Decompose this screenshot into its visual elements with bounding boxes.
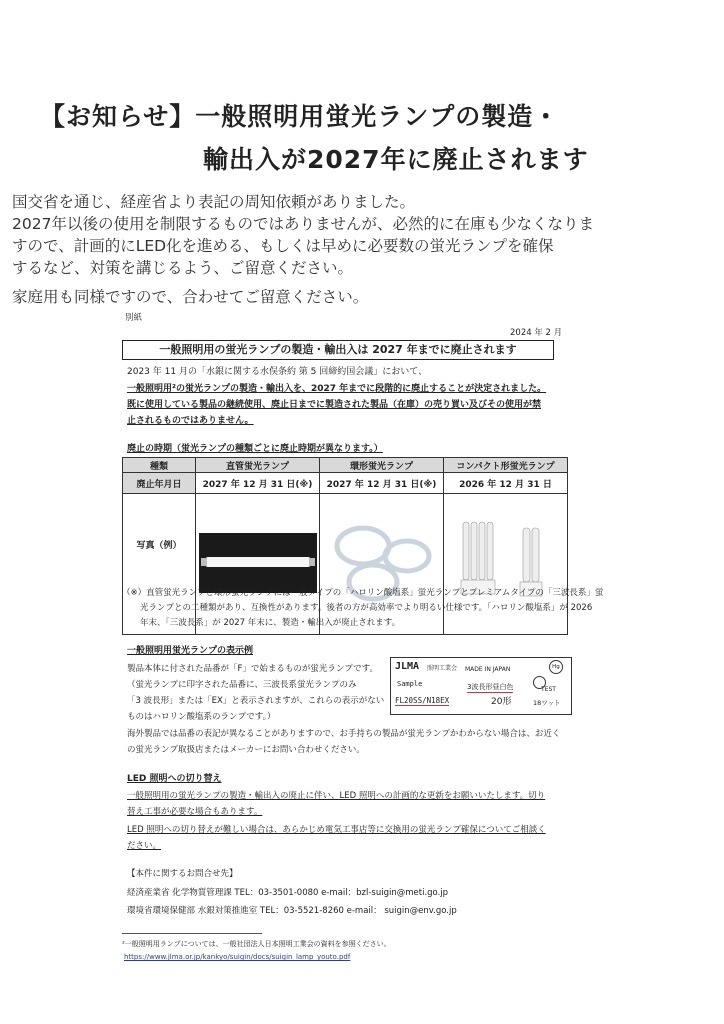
table-header-compact: コンパクト形蛍光ランプ xyxy=(444,458,568,473)
display-line-5: 海外製品では品番の表記が異なることがありますので、お手持ちの製品が蛍光ランプかわからない場合は、お近く xyxy=(127,729,561,739)
jlma-brand: JLMA xyxy=(395,661,420,672)
display-line-6: の蛍光ランプ取扱店またはメーカーにお問い合わせください。 xyxy=(127,745,365,755)
led-line-1: 一般照明用の蛍光ランプの製造・輸出入の廃止に伴い、LED 照明への計画的な更新をお願いいたします。切り xyxy=(127,791,546,801)
table-date-circular: 2027 年 12 月 31 日(※) xyxy=(320,473,444,494)
sample-lamp-label xyxy=(390,657,572,715)
jlma-type-text: 3波長形昼白色 xyxy=(467,683,514,691)
contact-heading: 【本件に関するお問合せ先】 xyxy=(127,869,238,879)
display-heading: 一般照明用蛍光ランプの表示例 xyxy=(127,646,254,656)
photo-circular-lamp xyxy=(320,494,444,635)
period-heading: 廃止の時期（蛍光ランプの種類ごとに廃止時期が異なります。） xyxy=(127,444,383,454)
notice-line-4: するなど、対策を講じるよう、ご留意ください。 xyxy=(12,259,354,277)
attachment-label: 別紙 xyxy=(125,313,143,323)
intro-line-4: 止されるものではありません。 xyxy=(127,416,254,426)
display-line-1: 製品本体に付された品番が「F」で始まるものが蛍光ランプです。 xyxy=(127,664,378,674)
led-line-3: LED 照明への切り替えが難しい場合は、あらかじめ電気工事店等に交換用の蛍光ランプ確保についてご相談く xyxy=(127,825,546,835)
table-row-label-photo: 写真（例） xyxy=(123,494,196,635)
footnote-link[interactable]: https://www.jlma.or.jp/kankyo/suigin/docs/suigin_lamp_youto.pdf xyxy=(124,953,351,961)
led-heading: LED 照明への切り替え xyxy=(127,774,222,784)
display-line-4: ものはハロリン酸塩系のランプです。） xyxy=(127,712,276,722)
jlma-test: TEST xyxy=(541,686,556,693)
table-header-type: 種類 xyxy=(123,458,196,473)
photo-straight-lamp xyxy=(196,494,320,635)
jlma-model: FL20SS/N18EX xyxy=(395,696,450,705)
jlma-size: 20形 xyxy=(491,697,512,707)
table-row-label-date: 廃止年月日 xyxy=(123,473,196,494)
contact-env: 環境省環境保健部 水銀対策推進室 TEL：03-5521-8260 e-mail： suigin@env.go.jp xyxy=(127,906,457,916)
contact-meti: 経済産業省 化学物質管理課 TEL：03-3501-0080 e-mail：bzl-suigin@meti.go.jp xyxy=(127,888,449,898)
display-line-2: （蛍光ランプに印字された品番に、三波長系蛍光ランプのみ xyxy=(127,680,357,690)
notice-line-2: 2027年以後の使用を制限するものではありませんが、必然的に在庫も少なくなりま xyxy=(12,215,594,233)
table-header-straight: 直管蛍光ランプ xyxy=(196,458,320,473)
doc-banner: 一般照明用の蛍光ランプの製造・輸出入は 2027 年までに廃止されます xyxy=(122,340,554,360)
doc-date: 2024 年 2 月 xyxy=(510,328,563,338)
table-date-compact: 2026 年 12 月 31 日 xyxy=(444,473,568,494)
table-header-circular: 環形蛍光ランプ xyxy=(320,458,444,473)
footnote-text: ²一般照明用ランプについては、一般社団法人日本照明工業会の資料を参照ください。 xyxy=(122,940,391,948)
jlma-made: MADE IN JAPAN xyxy=(465,666,511,673)
jlma-watt: 18ワット xyxy=(533,699,561,707)
display-line-3: 「3 波長形」または「EX」と表示されますが、これらの表示がない xyxy=(127,696,385,706)
note-line-3: 年末、「三波長系」が 2027 年末に、製造・輸出入が廃止されます。 xyxy=(140,618,401,628)
page-title-line1: 【お知らせ】一般照明用蛍光ランプの製造・ xyxy=(40,102,560,131)
led-line-4: ださい。 xyxy=(127,841,162,851)
straight-lamp-image xyxy=(199,533,317,593)
intro-line-1: 2023 年 11 月の「水銀に関する水俣条約 第 5 回締約国会議」において、 xyxy=(127,367,428,377)
photo-compact-lamp xyxy=(444,494,568,635)
jlma-sample: Sample xyxy=(397,680,423,688)
table-date-straight: 2027 年 12 月 31 日(※) xyxy=(196,473,320,494)
intro-line-3: 既に使用している製品の継続使用、廃止日までに製造された製品（在庫）の売り買い及びその使用が禁 xyxy=(127,400,542,410)
notice-line-3: すので、計画的にLED化を進める、もしくは早めに必要数の蛍光ランプを確保 xyxy=(12,237,554,255)
notice-line-1: 国交省を通じ、経産省より表記の周知依頼がありました。 xyxy=(12,193,416,211)
jlma-org: 照明工業会 xyxy=(427,665,458,672)
footnote-divider xyxy=(122,933,262,934)
hg-mark-icon: Hg xyxy=(549,660,563,674)
note-line-1: （※）直管蛍光ランプと環形蛍光ランプには一般タイプの「ハロリン酸塩系」蛍光ランプとプレミアムタイプの「三波長系」蛍 xyxy=(122,588,604,598)
notice-line-5: 家庭用も同様ですので、合わせてご留意ください。 xyxy=(12,288,369,306)
intro-line-2: 一般照明用²の蛍光ランプの製造・輸出入を、2027 年までに段階的に廃止することが決定されました。 xyxy=(127,384,547,394)
note-line-2: 光ランプとの二種類があり、互換性があります。後者の方が高効率でより明るい仕様です。「ハロリン酸塩系」が 2026 xyxy=(140,603,593,613)
page-title-line2: 輸出入が2027年に廃止されます xyxy=(203,145,589,174)
led-line-2: 替え工事が必要な場合もあります。 xyxy=(127,807,263,817)
